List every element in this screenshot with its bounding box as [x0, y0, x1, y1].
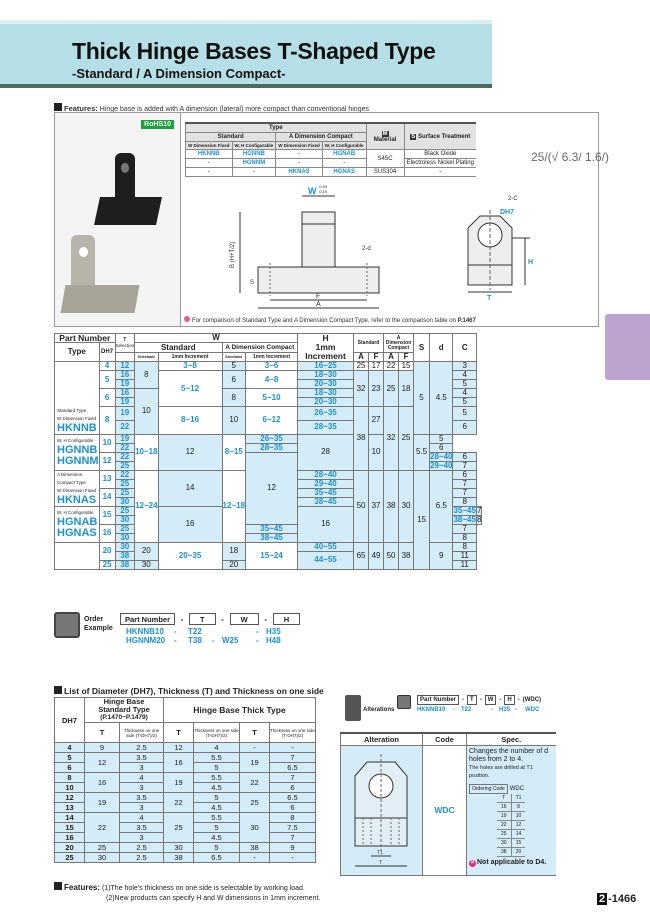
type-row: HKNNB HGNNB - HGNAB S45C Black Oxide — [186, 150, 477, 159]
four-hole-drawing — [341, 746, 421, 872]
alterations-table: Alteration Code Spec. T1 T WDC Changes the number of d holes from 2 to 4. The holes are drilled at T1 position. Ordering Code WDC T T1 16 8 19 10 22 12 25 14 30 15 38 20 × Not applicable to D4. — [340, 732, 556, 876]
order-example-row: HKNNB10 - T22 - H35 — [126, 627, 281, 636]
surface-icon: S — [411, 133, 416, 140]
diameter-thickness-table: DH7 Hinge Base Standard Type (P.1470~P.1479) Hinge Base Thick Type T Thickness on one side (T-DH7)/2) T Thickness on one side (T-DH7)/2) T Thickness on one side (T-DH7)/2) 4 9 2.5 12 4 - - 5 12 3.5 16 5.5 19 7 6 3 5 6.5 8 16 4 19 5.5 22 7 10 3 4.5 6 12 19 3.5 22 5 25 6.5 13 3 4.5 6 14 22 4 25 5.5 30 8 15 3.5 5 7.5 16 3 4.5 7 20 25 2.5 30 5 38 9 25 30 2.5 38 6.5 - - — [54, 697, 316, 863]
order-format: Part Number - T - W - H — [120, 613, 300, 625]
type-group-hgnnb: W, H Configurable HGNNB HGNNM — [55, 434, 100, 470]
table-row: 25 29~40 7 — [55, 479, 482, 488]
table-row: 4 9 2.5 12 4 - - — [55, 743, 316, 753]
table-row: 6 3 5 6.5 — [55, 763, 316, 773]
svg-text:DH7: DH7 — [500, 209, 515, 216]
comparison-page-link[interactable]: P.1467 — [457, 318, 476, 324]
table-row: 25 29~40 7 — [55, 461, 482, 470]
features-text: Hinge base is added with A dimension (lateral) more compact than conventional hinges — [99, 106, 369, 113]
order-example-row: HGNNM20 - T38 - W25 - H48 — [126, 636, 281, 645]
table-row: 22 28~35 6 — [55, 420, 482, 434]
table-row: 20 25 2.5 30 5 38 9 — [55, 843, 316, 853]
table-row: 14 22 4 25 5.5 30 8 — [55, 813, 316, 823]
type-row: - - HKNAS HGNAS SUS304 - — [186, 168, 477, 177]
table-row: A Dimension Compact Type W Dimension Fixed HKNAS 13 22 12~24 14 12~18 28~40 50 37 38 30 15 6.5 6 — [55, 470, 482, 479]
alteration-example: HKNNB10 - T22 - H35 - WDC — [417, 707, 540, 713]
table-row: 14 25 35~45 7 — [55, 488, 482, 497]
front-view-drawing — [190, 178, 430, 313]
table-row: 30 38~45 8 — [55, 497, 482, 506]
table-row: 6 16 10 8 5~10 18~30 4 — [55, 389, 482, 398]
rohs-badge: RoHS10 — [141, 120, 174, 129]
svg-text:A: A — [316, 301, 321, 308]
svg-text:T: T — [379, 859, 383, 866]
table-row: 19 20~30 5 — [55, 380, 482, 389]
alteration-code: WDC — [423, 745, 467, 875]
comparison-note: For comparison of Standard Type and A Dimension Compact Type, refer to the comparison table on P.1467 — [184, 316, 476, 324]
table-row: 20 30 20 20~35 18 15~24 40~55 65 49 50 38 9 8 — [55, 542, 482, 551]
features-top: Features: Hinge base is added with A dimension (lateral) more compact than conventional hinges — [54, 103, 369, 113]
page-number: 2 -1466 — [599, 893, 637, 905]
table-row: 22 28~35 6 — [55, 443, 482, 452]
svg-text:F: F — [316, 293, 321, 300]
type-row: - HGNNM - - Electroless Nickel Plating — [186, 159, 477, 168]
type-group-hgnab: W, H Configurable HGNAB HGNAS — [55, 506, 100, 542]
alteration-format: Part Number - T - W - H - (WDC) — [417, 695, 541, 705]
diameter-list-title: List of Diameter (DH7), Thickness (T) and Thickness on one side — [54, 686, 324, 696]
type-group-hknnb: Standard Type W Dimension Fixed HKNNB — [55, 407, 100, 435]
svg-text:T1: T1 — [377, 849, 383, 856]
table-row: 19 20~30 5 — [55, 398, 482, 407]
phone-icon — [397, 695, 411, 709]
title-banner — [0, 20, 492, 88]
reference-icon — [184, 316, 190, 322]
svg-text:T: T — [487, 295, 492, 302]
table-row: 13 3 4.5 6 — [55, 803, 316, 813]
table-row: 5 12 3.5 16 5.5 19 7 — [55, 753, 316, 763]
t1-table: T T1 16 8 19 10 22 12 25 14 30 15 38 20 — [497, 794, 525, 857]
prohibited-icon: × — [470, 859, 475, 866]
page-subtitle: -Standard / A Dimension Compact- — [72, 66, 286, 81]
table-row: 12 19 3.5 22 5 25 6.5 — [55, 793, 316, 803]
dimension-table: Part Number T Selection W H 1mm Increment Standard A Dimension Compact S d C Type DH7 Standard A Dimension Compact Selectable 1mm Increment Selectable 1mm Increment A F A F 4 12 8 3~8 5 3~6 16~25 25 17 22 15 5 4.5 3 5 16 5~12 6 4~8 18~30 32 23 25 18 4 19 20~30 5 6 16 10 8 5~10 18~30 4 19 20~30 5 Standard Type W Dimension Fixed HKNNB 8 19 8~16 10 6~12 26~35 38 27 32 25 5 22 28~35 6 W, H Configurable HGNNB HGNNM 10 19 10~18 12 8~15 26~35 28 10 5.5 5 22 28~35 6 12 22 12 28~40 6 25 29~40 7 A Dimension Compact Type W Dimension Fixed HKNAS 13 22 12~24 14 12~18 28~40 50 37 38 30 15 6.5 6 25 29~40 7 14 25 35~45 7 30 38~45 8 W, H Configurable HGNAB HGNAS 15 25 16 16 35~45 7 30 38~45 8 16 25 35~45 7 30 38~45 8 20 30 20 20~35 18 15~24 40~55 65 49 50 38 9 8 38 44~55 11 25 38 30 20 11 — [54, 333, 482, 570]
not-applicable-note: × Not applicable to D4. — [470, 858, 547, 866]
silver-hinge-hole-icon — [79, 247, 88, 257]
bullet-square-icon — [54, 103, 62, 111]
table-row: W, H Configurable HGNNB HGNNM 10 19 10~18 12 8~15 26~35 28 10 5.5 5 — [55, 434, 482, 443]
table-row: 10 3 4.5 6 — [55, 783, 316, 793]
svg-text:H: H — [528, 259, 534, 266]
table-row: 25 38 30 20 11 — [55, 560, 482, 569]
svg-text:W: W — [308, 186, 317, 196]
svg-text:S: S — [250, 280, 255, 286]
table-row: 38 44~55 11 — [55, 551, 482, 560]
bullet-square-icon — [54, 882, 62, 890]
svg-text:B (H+T/2): B (H+T/2) — [230, 241, 236, 268]
svg-text:2-d: 2-d — [362, 246, 371, 252]
table-row: Standard Type W Dimension Fixed HKNNB 8 19 8~16 10 6~12 26~35 38 27 32 25 5 — [55, 407, 482, 421]
table-row: 30 38~45 8 — [55, 533, 482, 542]
table-row: 8 16 4 19 5.5 22 7 — [55, 773, 316, 783]
alteration-row — [341, 745, 556, 875]
section-tab[interactable] — [605, 314, 650, 380]
table-row: 30 38~45 8 — [55, 515, 482, 524]
table-row: 12 22 12 28~40 6 — [55, 452, 482, 461]
phone-icon — [54, 612, 80, 638]
features-bottom: Features: (1)The hole's thickness on one side is selectable by working load. (2)New products can specify H and W dimensions in 1mm increment. — [54, 882, 320, 904]
svg-text:-0.05: -0.05 — [318, 184, 328, 189]
alteration-diagram — [341, 745, 423, 875]
drill-icon — [345, 695, 361, 721]
table-row: W, H Configurable HGNAB HGNAS 15 25 16 16 35~45 7 — [55, 506, 482, 515]
material-icon: M — [382, 130, 388, 137]
table-row: 4 12 8 3~8 5 3~6 16~25 25 17 22 15 5 4.5 3 — [55, 362, 482, 371]
svg-text:2-C: 2-C — [508, 196, 518, 202]
alteration-spec: Changes the number of d holes from 2 to 4. The holes are drilled at T1 position. Ordering Code WDC T T1 16 8 19 10 22 12 25 14 30 15 38 20 × Not applicable to D4. — [467, 745, 556, 875]
black-hinge-base — [94, 197, 162, 225]
surface-roughness-symbol: 25/(√ 6.3/ 1.6/) — [531, 150, 609, 164]
table-row: 25 30 2.5 38 6.5 - - — [55, 853, 316, 863]
product-photo — [55, 113, 181, 326]
table-row: 15 3.5 5 7.5 — [55, 823, 316, 833]
type-group-hknas: A Dimension Compact Type W Dimension Fixed HKNAS — [55, 470, 100, 506]
page-title: Thick Hinge Bases T-Shaped Type — [72, 38, 436, 64]
svg-text:-0.15: -0.15 — [318, 189, 328, 194]
table-row: 5 16 5~12 6 4~8 18~30 32 23 25 18 4 — [55, 371, 482, 380]
silver-hinge-base — [61, 285, 140, 313]
side-view-drawing — [440, 190, 550, 310]
bullet-square-icon — [54, 686, 62, 694]
table-row: 16 25 35~45 7 — [55, 524, 482, 533]
type-material-table: Type M Material S Surface Treatment Standard A Dimension Compact W Dimension Fixed W, H Configurable W Dimension Fixed W, H Configurable HKNNB HGNNB - HGNAB S45C Black Oxide - HGNNM - - Electroless Nickel Plating - - HKNAS HGNAS SUS304 - — [185, 122, 476, 177]
table-row: 16 3 4.5 7 — [55, 833, 316, 843]
black-hinge-hole-icon — [121, 163, 129, 173]
